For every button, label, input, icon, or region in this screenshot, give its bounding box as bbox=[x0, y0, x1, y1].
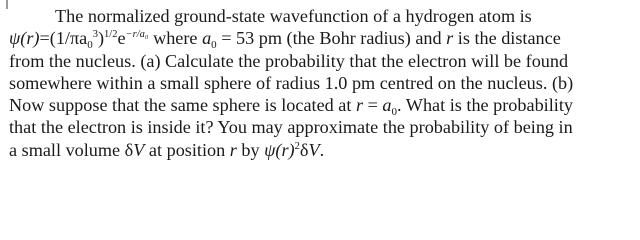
wavefunction-prefactor: =(1/πa bbox=[39, 28, 88, 49]
problem-line-6: that the electron is inside it? You may approximate the probability of being in bbox=[9, 117, 573, 138]
corner-mark bbox=[2, 0, 8, 9]
problem-line-3: from the nucleus. (a) Calculate the probability that the electron will be found bbox=[9, 50, 569, 71]
problem-line-7: a small volume δV at position r by $\psi(r)^2\delta V$. bbox=[9, 139, 325, 160]
problem-line-1: The normalized ground-state wavefunction of a hydrogen atom is bbox=[55, 6, 532, 26]
problem-line-4: somewhere within a small sphere of radius 1.0 pm centred on the nucleus. (b) bbox=[9, 72, 574, 93]
problem-line-5: Now suppose that the same sphere is located at $r = a_0$. What is the probability bbox=[9, 95, 573, 119]
exponential: e bbox=[117, 28, 126, 49]
exponent: −r/a₀ bbox=[125, 29, 149, 41]
problem-line-2: $\psi(r)=(1/\pi a_0^3)^{1/2}e^{-r/a_0}$ where $a_0 = 53$ pm (the Bohr radius) and r is the distance bbox=[9, 28, 561, 52]
problem-statement bbox=[9, 5, 633, 161]
wavefunction-symbol: ψ(r) bbox=[9, 28, 40, 49]
